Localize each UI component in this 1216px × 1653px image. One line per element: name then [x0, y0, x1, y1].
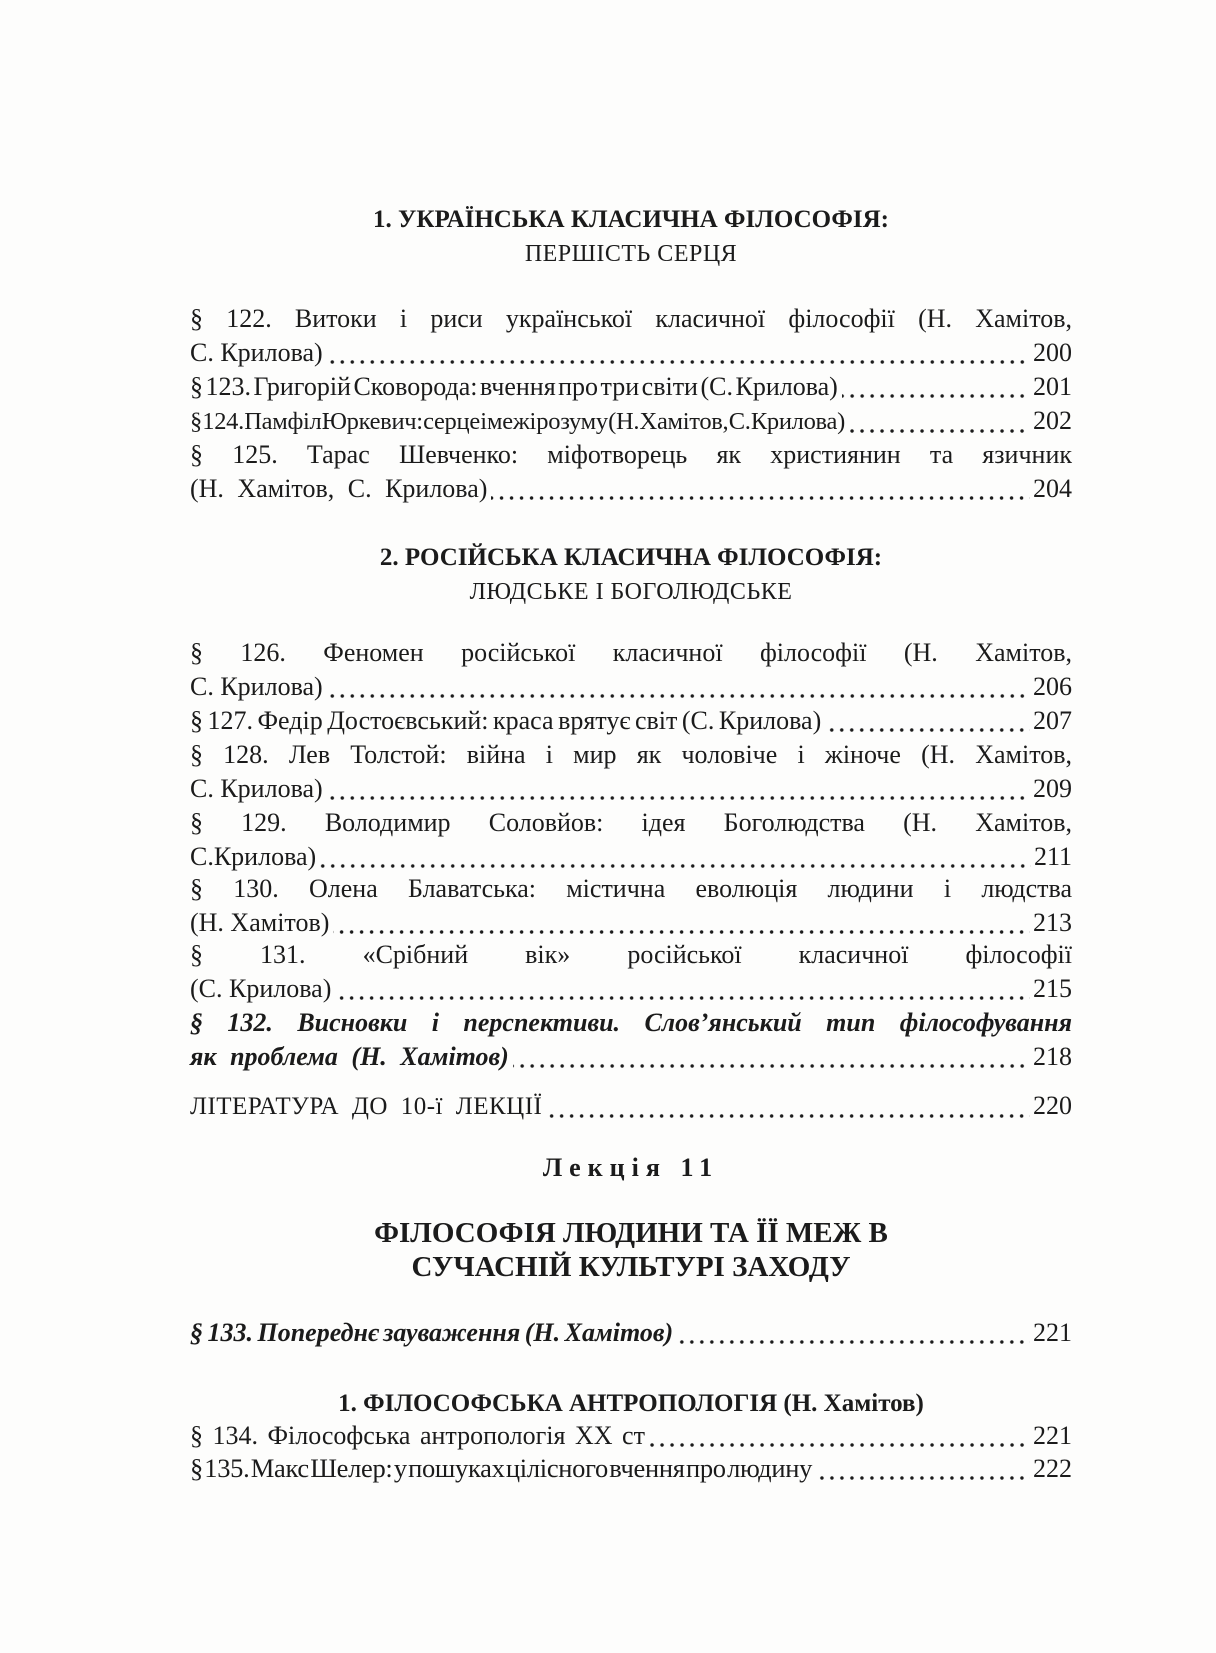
entry-122-line2 [190, 336, 1072, 370]
dot-leader [812, 1451, 1033, 1486]
entry-text: § 123. Григорій Сковорода: вчення про три світи (С. Крилова) [190, 372, 838, 401]
entry-text: § 124. Памфіл Юркевич: серце і межі розуму (Н. Хамітов, С. Крилова) [190, 408, 845, 435]
lecture-11-title [190, 1216, 1072, 1284]
page-number: 206 [1033, 672, 1072, 701]
entry-text: С. Крилова) [190, 774, 323, 803]
dot-leader [821, 704, 1033, 738]
page-number: 221 [1033, 1318, 1072, 1347]
entry-text: С. Крилова) [190, 338, 323, 367]
page-number: 218 [1033, 1042, 1072, 1071]
dot-leader [845, 404, 1033, 439]
section-1-title-line1: 1. УКРАЇНСЬКА КЛАСИЧНА ФІЛОСОФІЯ: [373, 206, 889, 233]
entry-128-line1: § 128. Лев Толстой: війна і мир як чоловіче і жіноче (Н. Хамітов, [190, 740, 1072, 769]
entry-122-line1: § 122. Витоки і риси української класичної філософії (Н. Хамітов, [190, 304, 1072, 333]
dot-leader [323, 670, 1033, 704]
dot-leader [542, 1089, 1033, 1124]
dot-leader [645, 1419, 1033, 1453]
page-number: 220 [1033, 1091, 1072, 1120]
entry-text: як проблема (Н. Хамітов) [190, 1042, 509, 1071]
entry-125-line2 [190, 472, 1072, 506]
entry-130-line2 [190, 906, 1072, 940]
entry-text: § 127. Федір Достоєвський: краса врятує світ (С. Крилова) [190, 706, 822, 735]
dot-leader [838, 370, 1033, 404]
entry-131-line1: § 131. «Срібний вік» російської класичної філософії [190, 940, 1072, 969]
page-number: 213 [1033, 908, 1072, 937]
page-number: 200 [1033, 338, 1072, 367]
dot-leader [329, 906, 1033, 940]
toc-entry-134 [190, 1419, 1072, 1453]
entry-130-line1: § 130. Олена Блаватська: містична еволюція людини і людства [190, 874, 1072, 903]
entry-129-line2 [190, 840, 1072, 874]
subsection-anthropology-title: 1. ФІЛОСОФСЬКА АНТРОПОЛОГІЯ (Н. Хамітов) [338, 1390, 924, 1417]
entry-text: § 133. Попереднє зауваження (Н. Хамітов) [190, 1318, 674, 1347]
section-1-heading [190, 203, 1072, 271]
entry-text: (Н. Хамітов, С. Крилова) [190, 474, 488, 503]
toc-entry-126 [190, 636, 1072, 704]
literature-label: ЛІТЕРАТУРА ДО 10-ї ЛЕКЦІЇ [190, 1093, 543, 1120]
page-number: 215 [1033, 974, 1072, 1003]
page-number: 222 [1033, 1454, 1072, 1483]
entry-132-line1: § 132. Висновки і перспективи. Слов’янський тип філософування [190, 1008, 1072, 1037]
lecture-11-title-line2: СУЧАСНІЙ КУЛЬТУРІ ЗАХОДУ [411, 1251, 851, 1283]
dot-leader [331, 972, 1033, 1006]
dot-leader [323, 772, 1033, 806]
page-number: 204 [1033, 474, 1072, 503]
toc-entry-131 [190, 938, 1072, 1006]
page-number: 201 [1033, 372, 1072, 401]
toc-entry-135 [190, 1451, 1072, 1486]
literature-line [190, 1089, 1072, 1124]
toc-entry-128 [190, 738, 1072, 806]
page-number: 207 [1033, 706, 1072, 735]
toc-entry-127 [190, 704, 1072, 738]
dot-leader [316, 840, 1034, 874]
dot-leader [323, 336, 1033, 370]
toc-entry-122 [190, 302, 1072, 370]
entry-text: § 135. Макс Шелер: у пошуках цілісного вчення про людину [190, 1453, 813, 1483]
entry-132-line2 [190, 1040, 1072, 1074]
entry-126-line1: § 126. Феномен російської класичної філософії (Н. Хамітов, [190, 638, 1072, 667]
toc-entry-123 [190, 370, 1072, 404]
toc-entry-125 [190, 438, 1072, 506]
page-number: 209 [1033, 774, 1072, 803]
section-2-title-line1: 2. РОСІЙСЬКА КЛАСИЧНА ФІЛОСОФІЯ: [379, 544, 883, 571]
entry-text: § 134. Філософська антропологія ХХ ст [190, 1421, 645, 1450]
entry-131-line2 [190, 972, 1072, 1006]
toc-entry-129 [190, 806, 1072, 874]
entry-text: (Н. Хамітов) [190, 908, 330, 937]
entry-text: С.Крилова) [190, 842, 317, 871]
section-1-title-line2: ПЕРШІСТЬ СЕРЦЯ [524, 241, 738, 267]
toc-entry-133 [190, 1316, 1072, 1350]
entry-text: (С. Крилова) [190, 974, 332, 1003]
page-number: 221 [1033, 1421, 1072, 1450]
section-2-heading [190, 541, 1072, 609]
entry-text: С. Крилова) [190, 672, 323, 701]
lecture-11-heading [190, 1151, 1072, 1185]
entry-128-line2 [190, 772, 1072, 806]
page-number: 211 [1033, 842, 1072, 871]
entry-129-line1: § 129. Володимир Соловйов: ідея Боголюдства (Н. Хамітов, [190, 808, 1072, 837]
toc-entry-124 [190, 404, 1072, 439]
section-2-title-line2: ЛЮДСЬКЕ І БОГОЛЮДСЬКЕ [469, 579, 793, 605]
lecture-11-label: Лекція 11 [542, 1153, 720, 1182]
entry-126-line2 [190, 670, 1072, 704]
lecture-11-title-line1: ФІЛОСОФІЯ ЛЮДИНИ ТА ЇЇ МЕЖ В [374, 1217, 888, 1249]
dot-leader [673, 1316, 1033, 1350]
dot-leader [487, 472, 1033, 506]
dot-leader [509, 1040, 1033, 1074]
toc-entry-132 [190, 1006, 1072, 1074]
subsection-anthropology-heading [190, 1386, 1072, 1421]
page-number: 202 [1033, 406, 1072, 435]
toc-entry-130 [190, 872, 1072, 940]
entry-125-line1: § 125. Тарас Шевченко: міфотворець як християнин та язичник [190, 440, 1072, 469]
